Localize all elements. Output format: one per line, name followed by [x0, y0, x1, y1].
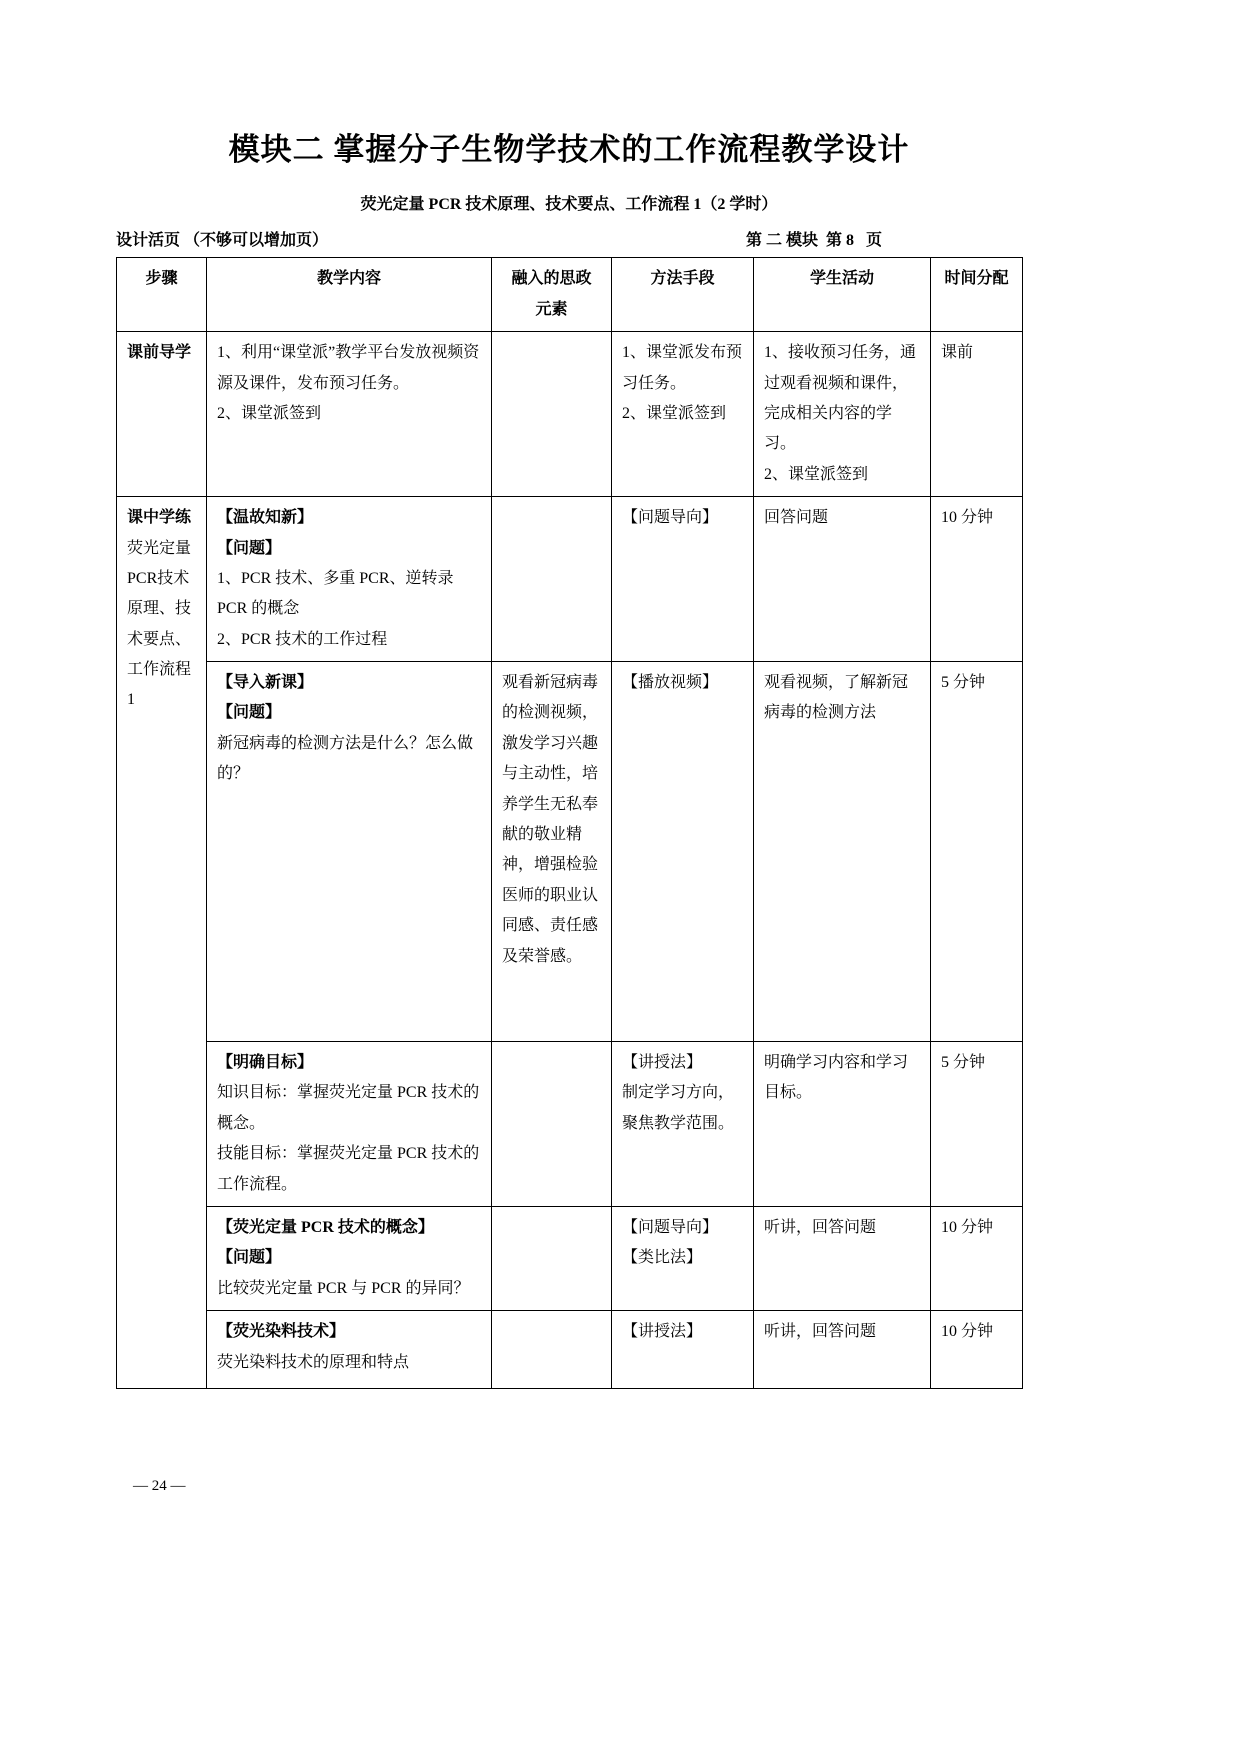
cell-method: 【问题导向】: [612, 497, 754, 662]
document-content: [116, 128, 1022, 1389]
cell-ideology: [492, 1042, 612, 1207]
header-methods: 方法手段: [612, 258, 754, 332]
header-teaching-content: 教学内容: [207, 258, 492, 332]
cell-teaching-content: 【荧光染料技术】 荧光染料技术的原理和特点: [207, 1311, 492, 1389]
cell-time: 5 分钟: [931, 1042, 1023, 1207]
design-sheet-label: 设计活页 （不够可以增加页）: [116, 232, 329, 250]
cell-teaching-content: 【导入新课】 【问题】 新冠病毒的检测方法是什么？怎么做的？: [207, 662, 492, 1042]
cell-time: 10 分钟: [931, 1207, 1023, 1311]
cell-teaching-content: 【荧光定量 PCR 技术的概念】 【问题】 比较荧光定量 PCR 与 PCR 的异同？: [207, 1207, 492, 1311]
page-title: 模块二 掌握分子生物学技术的工作流程教学设计: [228, 132, 910, 167]
lesson-plan-table: [116, 257, 1023, 1389]
cell-teaching-content: 1、利用“课堂派”教学平台发放视频资源及课件，发布预习任务。 2、课堂派签到: [207, 332, 492, 497]
cell-method: 1、课堂派发布预习任务。 2、课堂派签到: [612, 332, 754, 497]
header-student-activity: 学生活动: [754, 258, 931, 332]
table-row: [117, 332, 1023, 497]
module-page-label: 第 二 模块 第 8 页: [745, 232, 882, 250]
step-label: 课中学练: [127, 509, 192, 527]
page-number: — 24 —: [133, 1478, 186, 1494]
cell-ideology: [492, 332, 612, 497]
cell-time: 10 分钟: [931, 1311, 1023, 1389]
cell-ideology: [492, 1207, 612, 1311]
table-row: [117, 1311, 1023, 1389]
header-step: 步骤: [117, 258, 207, 332]
cell-method: 【讲授法】 制定学习方向，聚焦教学范围。: [612, 1042, 754, 1207]
table-row: [117, 1042, 1023, 1207]
cell-step: [117, 332, 207, 497]
cell-activity: 回答问题: [754, 497, 931, 662]
cell-ideology: 观看新冠病毒的检测视频，激发学习兴趣与主动性，培养学生无私奉献的敬业精神，增强检验医师的职业认同感、责任感及荣誉感。: [492, 662, 612, 1042]
table-row: [117, 662, 1023, 1042]
cell-method: 【问题导向】 【类比法】: [612, 1207, 754, 1311]
cell-activity: 听讲，回答问题: [754, 1311, 931, 1389]
meta-row: [116, 227, 1022, 250]
header-ideology-elements: 融入的思政 元素: [492, 258, 612, 332]
header-time-allocation: 时间分配: [931, 258, 1023, 332]
cell-ideology: [492, 1311, 612, 1389]
cell-time: 5 分钟: [931, 662, 1023, 1042]
step-description: 荧光定量PCR技术原理、技术要点、工作流程1: [127, 539, 192, 709]
cell-teaching-content: 【温故知新】 【问题】 1、PCR 技术、多重 PCR、逆转录 PCR 的概念 2、PCR 技术的工作过程: [207, 497, 492, 662]
cell-method: 【播放视频】: [612, 662, 754, 1042]
cell-ideology: [492, 497, 612, 662]
page-subtitle: 荧光定量 PCR 技术原理、技术要点、工作流程 1（2 学时）: [360, 196, 778, 214]
table-row: [117, 1207, 1023, 1311]
table-header-row: [117, 258, 1023, 332]
step-label: 课前导学: [127, 344, 192, 362]
cell-method: 【讲授法】: [612, 1311, 754, 1389]
cell-activity: 听讲，回答问题: [754, 1207, 931, 1311]
cell-time: 课前: [931, 332, 1023, 497]
cell-time: 10 分钟: [931, 497, 1023, 662]
cell-activity: 1、接收预习任务，通过观看视频和课件，完成相关内容的学习。 2、课堂派签到: [754, 332, 931, 497]
cell-activity: 明确学习内容和学习目标。: [754, 1042, 931, 1207]
cell-step: [117, 497, 207, 1389]
cell-teaching-content: 【明确目标】 知识目标：掌握荧光定量 PCR 技术的概念。 技能目标：掌握荧光定量 PCR 技术的工作流程。: [207, 1042, 492, 1207]
table-row: [117, 497, 1023, 662]
cell-activity: 观看视频，了解新冠病毒的检测方法: [754, 662, 931, 1042]
